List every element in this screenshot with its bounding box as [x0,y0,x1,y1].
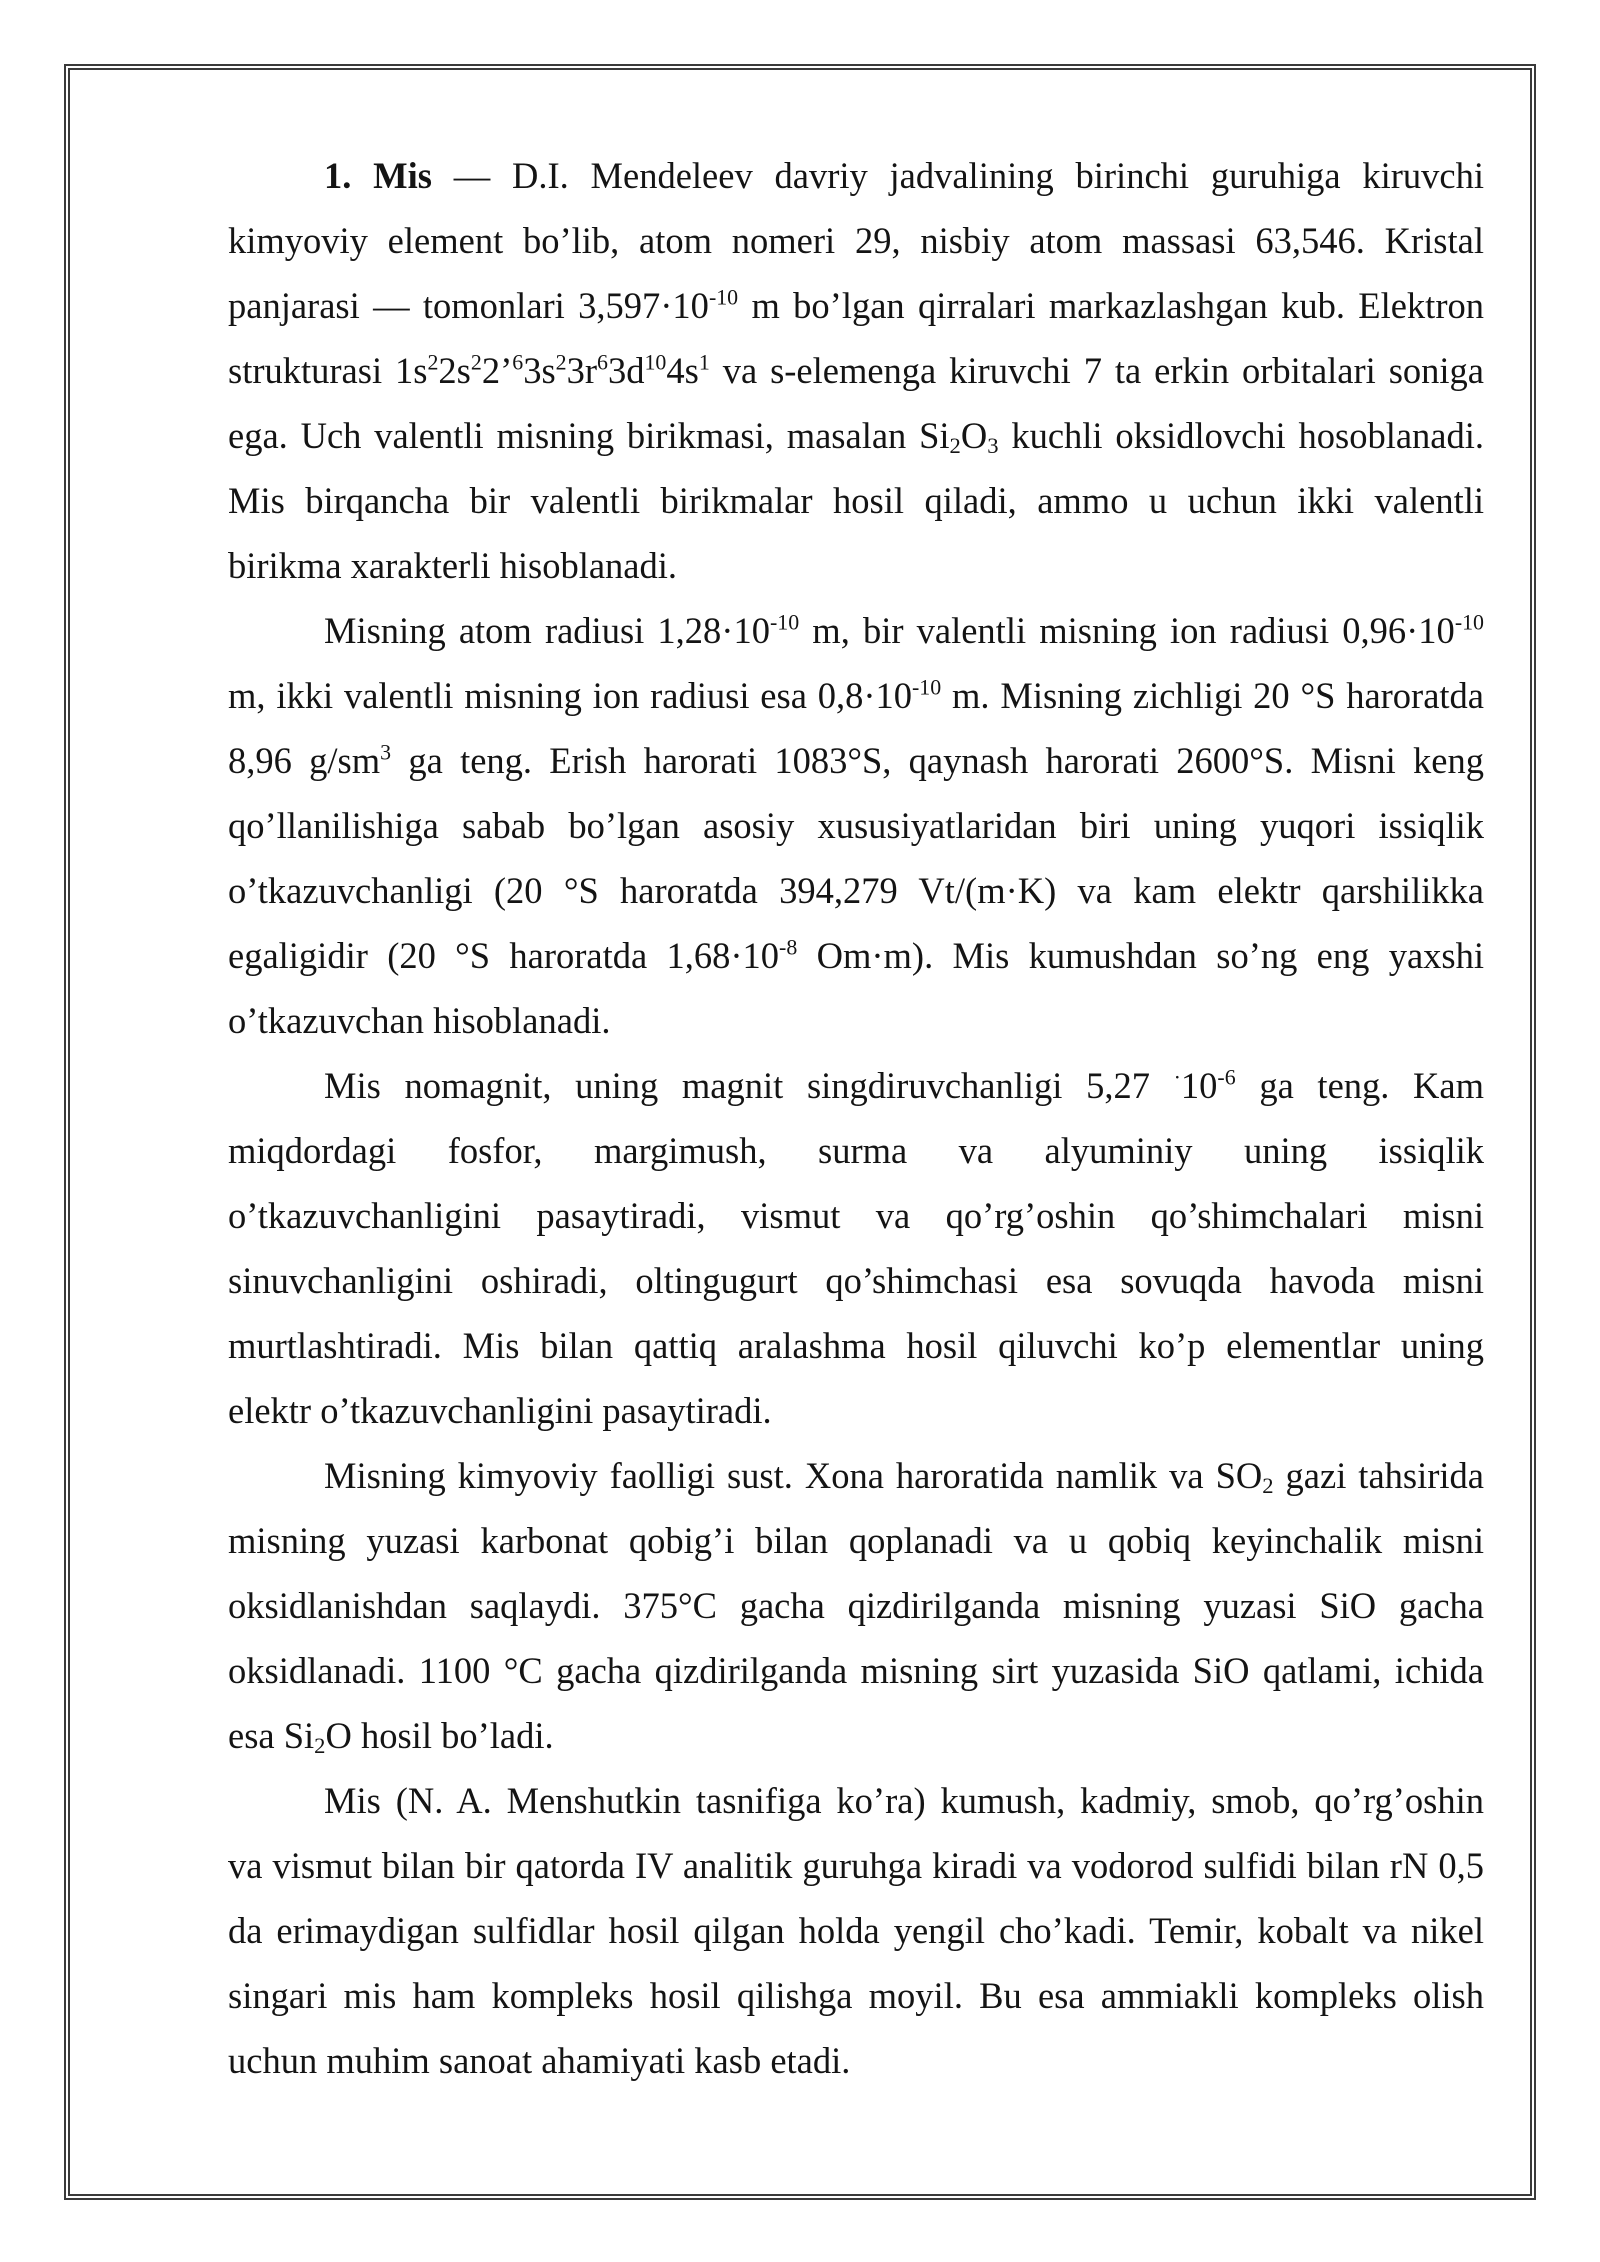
section-heading-term: 1. Mis [324,155,432,196]
text-run: m. Misning zichligi 20 °S haroratda [941,675,1484,716]
text-line [228,1833,1484,1898]
text-line [228,1053,1484,1118]
text-line [228,533,1484,598]
text-line [228,663,1484,728]
text-run: 2’ [481,350,513,391]
subscript: 2 [1262,1472,1274,1498]
text-run: 4s [666,350,699,391]
paragraph [228,1053,1484,1443]
text-line [228,403,1484,468]
text-run: murtlashtiradi. Mis bilan qattiq aralashma hosil qiluvchi ko’p elementlar uning [228,1325,1484,1366]
text-run: oksidlanishdan saqlaydi. 375°C gacha qizdirilganda misning yuzasi SiO gacha [228,1585,1484,1626]
superscript: 6 [512,349,524,375]
text-line [228,1508,1484,1573]
subscript: 3 [987,432,999,458]
text-run: uchun muhim sanoat ahamiyati kasb etadi. [228,2040,851,2081]
text-run: birikma xarakterli hisoblanadi. [228,545,678,586]
superscript: 2 [555,349,567,375]
text-line [228,338,1484,403]
text-run: Mis nomagnit, uning magnit singdiruvchanligi 5,27 [324,1065,1174,1106]
superscript: -10 [1454,609,1484,635]
text-run: 3r [566,350,598,391]
text-run: elektr o’tkazuvchanligini pasaytiradi. [228,1390,772,1431]
text-run: O [960,415,988,456]
text-line [228,1573,1484,1638]
text-run: ga teng. Kam [1235,1065,1484,1106]
text-run: Mis birqancha bir valentli birikmalar hosil qiladi, ammo u uchun ikki valentli [228,480,1484,521]
superscript: -10 [769,609,800,635]
text-run: kuchli oksidlovchi hosoblanadi. [998,415,1484,456]
text-run: 8,96 g/sm [228,740,381,781]
text-run: o’tkazuvchan hisoblanadi. [228,1000,611,1041]
superscript: 3 [380,739,392,765]
text-line [228,728,1484,793]
text-line [228,2028,1484,2093]
superscript: -10 [708,284,739,310]
text-run: gazi tahsirida [1273,1455,1484,1496]
superscript: -6 [1217,1064,1236,1090]
text-line [228,988,1484,1053]
text-line [228,1313,1484,1378]
text-run: oksidlanadi. 1100 °C gacha qizdirilganda misning sirt yuzasida SiO qatlami, ichida [228,1650,1484,1691]
superscript: 2 [427,349,439,375]
text-line [228,1183,1484,1248]
text-run: m bo’lgan qirralari markazlashgan kub. Elektron [738,285,1484,326]
text-line [228,208,1484,273]
superscript: 2 [470,349,482,375]
text-line [228,1898,1484,1963]
text-run: o’tkazuvchanligini pasaytiradi, vismut va qo’rg’oshin qo’shimchalari misni [228,1195,1484,1236]
text-line [228,793,1484,858]
paragraph [228,143,1484,598]
text-run: 3s [523,350,556,391]
superscript: -8 [779,934,798,960]
text-run: qo’llanilishiga sabab bo’lgan asosiy xususiyatlaridan biri uning yuqori issiqlik [228,805,1484,846]
text-run: esa Si [228,1715,315,1756]
text-line [228,1638,1484,1703]
text-run: m, ikki valentli misning ion radiusi esa 0,8·10 [228,675,913,716]
text-line [228,1703,1484,1768]
superscript: 1 [698,349,710,375]
paragraph [228,1443,1484,1768]
text-run: 3d [607,350,645,391]
text-run: O hosil bo’ladi. [325,1715,554,1756]
text-run: panjarasi — tomonlari 3,597·10 [228,285,709,326]
superscript: · [1173,1064,1181,1090]
text-line [228,598,1484,663]
text-line [228,1118,1484,1183]
paragraph [228,598,1484,1053]
text-run: Misning kimyoviy faolligi sust. Xona haroratida namlik va SO [324,1455,1263,1496]
text-run: kimyoviy element bo’lib, atom nomeri 29, nisbiy atom massasi 63,546. Kristal [228,220,1484,261]
text-line [228,273,1484,338]
text-line [228,1443,1484,1508]
text-run: da erimaydigan sulfidlar hosil qilgan holda yengil cho’kadi. Temir, kobalt va nikel [228,1910,1484,1951]
text-line [228,858,1484,923]
document-body [228,143,1484,2093]
text-run: va vismut bilan bir qatorda IV analitik guruhga kiradi va vodorod sulfidi bilan rN 0,5 [228,1845,1484,1886]
text-line [228,923,1484,988]
superscript: 10 [644,349,667,375]
text-run: Mis (N. A. Menshutkin tasnifiga ko’ra) kumush, kadmiy, smob, qo’rg’oshin [324,1780,1484,1821]
superscript: 6 [597,349,608,375]
text-run: misning yuzasi karbonat qobig’i bilan qoplanadi va u qobiq keyinchalik misni [228,1520,1484,1561]
text-run: singari mis ham kompleks hosil qilishga moyil. Bu esa ammiakli kompleks olish [228,1975,1484,2016]
text-line [228,1248,1484,1313]
text-run: strukturasi 1s [228,350,428,391]
text-run: miqdordagi fosfor, margimush, surma va alyuminiy uning issiqlik [228,1130,1484,1171]
text-run: m, bir valentli misning ion radiusi 0,96·10 [799,610,1455,651]
text-run: sinuvchanligini oshiradi, oltingugurt qo’shimchasi esa sovuqda havoda misni [228,1260,1484,1301]
text-run: 10 [1180,1065,1218,1106]
superscript: -10 [912,674,942,700]
text-line [228,1378,1484,1443]
text-run: o’tkazuvchanligi (20 °S haroratda 394,279 Vt/(m·K) va kam elektr qarshilikka [228,870,1484,911]
text-line [228,1963,1484,2028]
text-run: Misning atom radiusi 1,28·10 [324,610,770,651]
text-run: ega. Uch valentli misning birikmasi, masalan Si [228,415,950,456]
text-line [228,1768,1484,1833]
text-run: — D.I. Mendeleev davriy jadvalining birinchi guruhiga kiruvchi [431,155,1484,196]
text-run: 2s [438,350,471,391]
text-run: va s-elemenga kiruvchi 7 ta erkin orbitalari soniga [709,350,1485,391]
text-run: egaligidir (20 °S haroratda 1,68·10 [228,935,780,976]
text-line [228,143,1484,208]
text-run: ga teng. Erish harorati 1083°S, qaynash harorati 2600°S. Misni keng [391,740,1484,781]
paragraph [228,1768,1484,2093]
subscript: 2 [314,1732,326,1758]
text-run: Om·m). Mis kumushdan so’ng eng yaxshi [797,935,1484,976]
text-line [228,468,1484,533]
subscript: 2 [949,432,961,458]
